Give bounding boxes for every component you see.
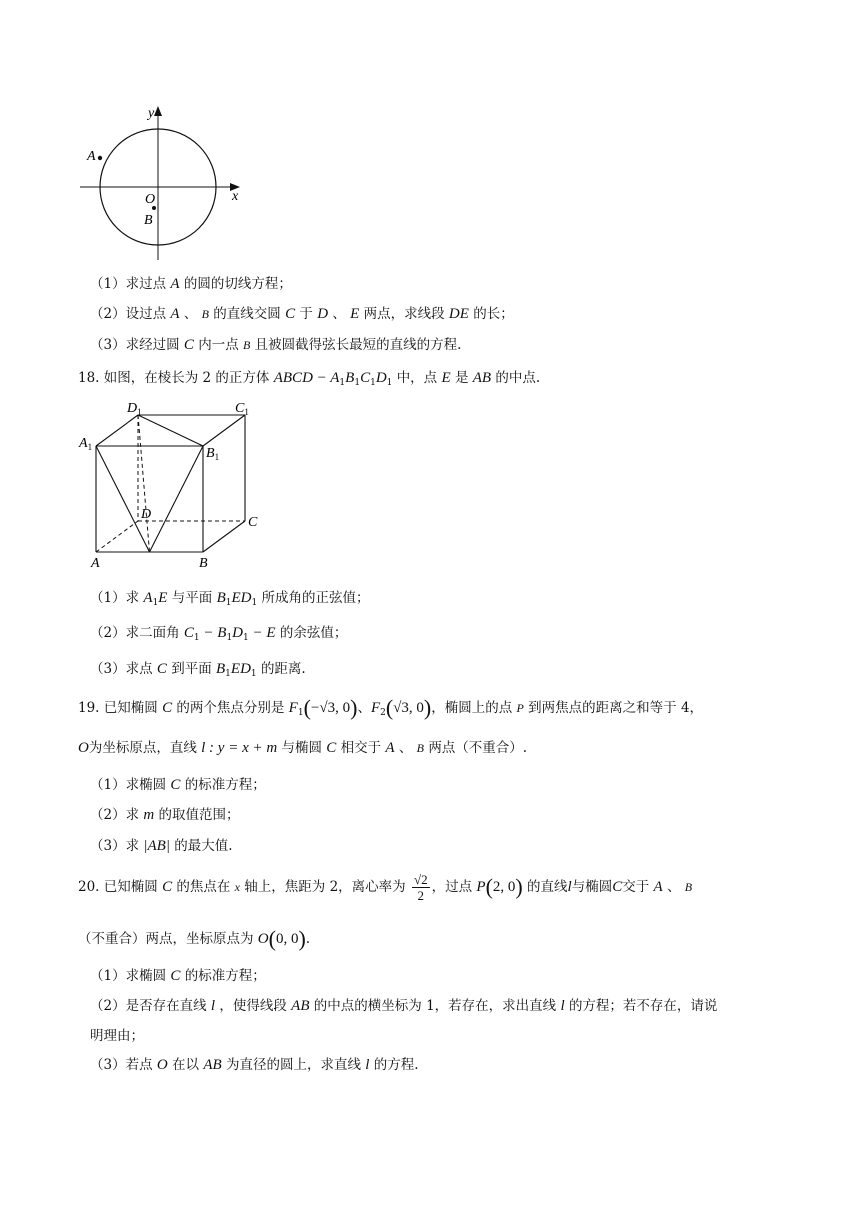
- y-axis-arrow-icon: [154, 106, 162, 116]
- edge-b1-c1: [203, 415, 245, 446]
- q18-part2: （2）求二面角 $C_1 - B_1D_1 - E$ 的余弦值；: [90, 625, 348, 643]
- label-a1: $A_1$: [79, 436, 93, 452]
- label-a: A: [87, 149, 96, 164]
- q18-part3: （3）求点 C 到平面 $B_1ED_1$ 的距离.: [90, 661, 306, 679]
- label-b1: $B_1$: [206, 446, 220, 462]
- eccentricity-fraction: $\frac{√2}{2}$: [413, 872, 428, 903]
- q20-part2: （2）是否存在直线 l ，使得线段 AB 的中点的横坐标为 1，若存在，求出直线 l 的方程；若不存在，请说: [90, 998, 718, 1014]
- q20-stem: 20. 已知椭圆 C 的焦点在 x 轴上，焦距为 2，离心率为 $\frac{√2}{2}$ ，过点 P(2, 0) 的直线l与椭圆C交于 A 、 B: [78, 872, 693, 903]
- q20-part2-cont: 明理由；: [90, 1028, 144, 1044]
- edge-a1-e: [96, 446, 150, 552]
- label-b: B: [199, 556, 208, 571]
- q18-part1: （1）求 $A_1E$ 与平面 $B_1ED_1$ 所成角的正弦值；: [90, 590, 370, 608]
- circle-figure: [72, 100, 252, 265]
- edge-d1-b1: [138, 415, 203, 446]
- q19-part2: （2）求 m 的取值范围；: [90, 807, 240, 823]
- q20-part3: （3）若点 O 在以 AB 为直径的圆上，求直线 l 的方程.: [90, 1057, 419, 1073]
- edge-a1-d1: [96, 415, 138, 446]
- label-x: x: [232, 189, 239, 204]
- q19-part3: （3）求 |AB| 的最大值.: [90, 838, 233, 854]
- label-a: A: [91, 556, 100, 571]
- q19-stem-line2: O为坐标原点，直线 l : y = x + m 与椭圆 C 相交于 A 、 B 两点（不重合）.: [78, 740, 528, 756]
- q20-stem-line2: （不重合）两点，坐标原点为 O(0, 0).: [78, 926, 311, 951]
- label-d: D: [141, 507, 152, 522]
- q19-part1: （1）求椭圆 C 的标准方程；: [90, 777, 266, 793]
- q17-part2: （2）设过点 A 、 B 的直线交圆 C 于 D 、 E 两点，求线段 DE 的长；: [90, 306, 514, 322]
- label-o: O: [145, 192, 156, 207]
- label-c: C: [248, 515, 258, 530]
- q17-part1: （1）求过点 A 的圆的切线方程；: [90, 276, 292, 292]
- label-y: y: [148, 106, 155, 121]
- q18-stem: 18. 如图，在棱长为 2 的正方体 ABCD − $A_1B_1C_1D_1$ 中，点 E 是 AB 的中点.: [78, 370, 541, 388]
- point-a-dot: [98, 156, 102, 160]
- label-b: B: [144, 213, 153, 228]
- q17-part3: （3）求经过圆 C 内一点 B 且被圆截得弦长最短的直线的方程.: [90, 337, 462, 353]
- q20-part1: （1）求椭圆 C 的标准方程；: [90, 968, 266, 984]
- label-c1: $C_1$: [235, 401, 249, 417]
- edge-b-c: [203, 521, 245, 552]
- label-d1: $D_1$: [127, 401, 142, 417]
- edge-b1-e: [150, 446, 204, 552]
- cube-figure: [75, 393, 275, 573]
- q19-stem: 19. 已知椭圆 C 的两个焦点分别是 $F_1(-√3$, 0)、$F_2(√3$, 0)，椭圆上的点 P 到两焦点的距离之和等于 4，: [78, 695, 704, 720]
- edge-a-d-hidden: [96, 521, 138, 552]
